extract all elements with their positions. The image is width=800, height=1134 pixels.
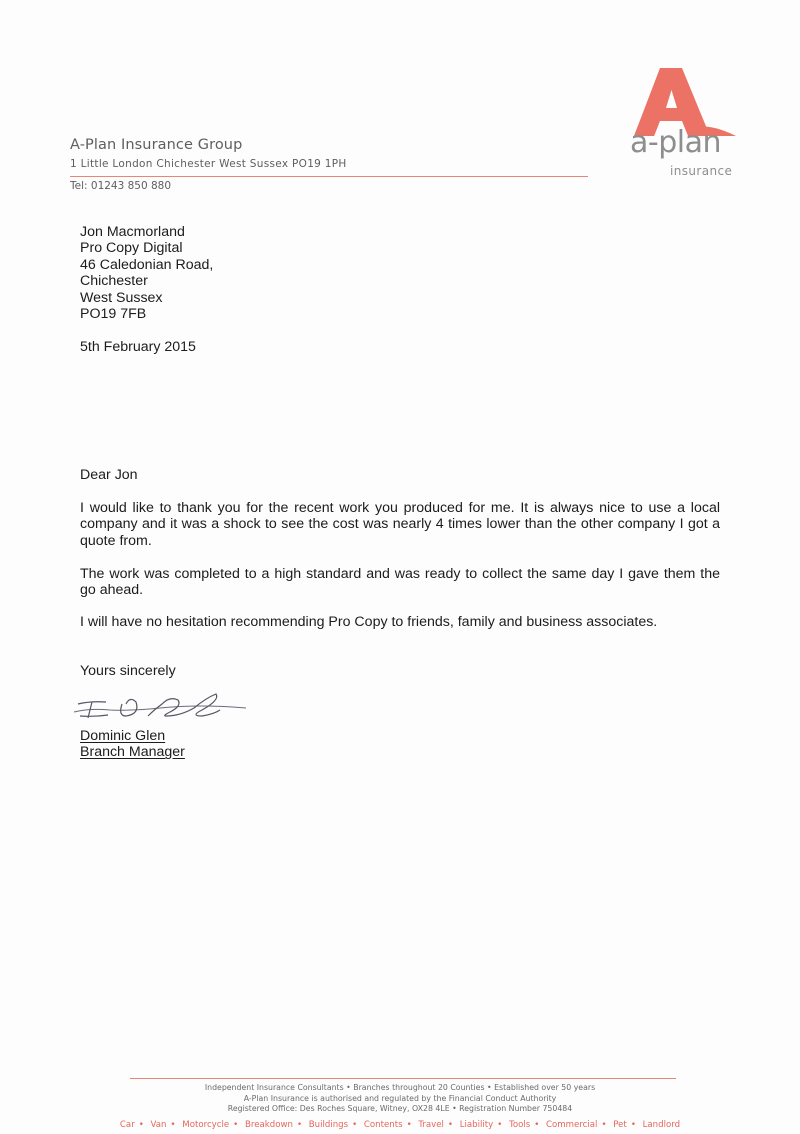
product-tools: Tools <box>509 1120 531 1130</box>
handwritten-signature <box>70 686 250 726</box>
body-paragraph-3: I will have no hesitation recommending Pro Copy to friends, family and business associates. <box>80 614 658 630</box>
separator-dot-icon: • <box>352 1120 358 1130</box>
separator-dot-icon: • <box>447 1120 453 1130</box>
letterhead-telephone: Tel: 01243 850 880 <box>70 180 172 192</box>
signer-block <box>80 728 185 761</box>
recipient-street: 46 Caledonian Road, <box>80 256 214 273</box>
separator-dot-icon: • <box>170 1120 176 1130</box>
body-paragraph-1: I would like to thank you for the recent work you produced for me. It is always nice to use a local company and it was a shock to see the cost was nearly 4 times lower than the other company I got a quote from. <box>80 500 720 549</box>
footer-line-1: Independent Insurance Consultants • Branches throughout 20 Counties • Established over 50 years <box>204 1083 596 1092</box>
footer-products <box>0 1120 800 1130</box>
separator-dot-icon: • <box>406 1120 412 1130</box>
product-landlord: Landlord <box>642 1120 681 1130</box>
footer-line-2: A-Plan Insurance is authorised and regulated by the Financial Conduct Authority <box>243 1093 557 1103</box>
product-liability: Liability <box>459 1120 494 1130</box>
separator-dot-icon: • <box>534 1120 540 1130</box>
salutation: Dear Jon <box>80 467 138 483</box>
separator-dot-icon: • <box>497 1120 503 1130</box>
letterhead-divider <box>70 176 588 177</box>
product-breakdown: Breakdown <box>244 1120 293 1130</box>
product-motorcycle: Motorcycle <box>182 1120 230 1130</box>
recipient-company: Pro Copy Digital <box>80 240 183 257</box>
recipient-postcode: PO19 7FB <box>80 306 147 323</box>
logo-wordmark: a-plan <box>630 125 721 160</box>
letter-date: 5th February 2015 <box>80 339 196 355</box>
product-pet: Pet <box>613 1120 627 1130</box>
footer-line-3: Registered Office: Des Roches Square, Witney, OX28 4LE • Registration Number 750484 <box>227 1104 573 1114</box>
product-travel: Travel <box>418 1120 444 1130</box>
recipient-address <box>80 224 213 322</box>
separator-dot-icon: • <box>630 1120 636 1130</box>
logo-subtitle: insurance <box>670 164 733 178</box>
signer-name: Dominic Glen <box>80 728 166 744</box>
product-commercial: Commercial <box>546 1120 598 1130</box>
product-contents: Contents <box>363 1120 403 1130</box>
letterhead-address: 1 Little London Chichester West Sussex PO19 1PH <box>70 158 347 170</box>
closing: Yours sincerely <box>80 663 176 679</box>
recipient-county: West Sussex <box>80 289 163 306</box>
recipient-city: Chichester <box>80 273 148 290</box>
separator-dot-icon: • <box>233 1120 239 1130</box>
letterhead-company: A-Plan Insurance Group <box>70 137 243 153</box>
footer-legal <box>0 1083 800 1115</box>
body-paragraph-2: The work was completed to a high standard and was ready to collect the same day I gave them the go ahead. <box>80 566 720 599</box>
product-buildings: Buildings <box>308 1120 349 1130</box>
recipient-name: Jon Macmorland <box>80 224 185 240</box>
product-car: Car <box>119 1120 135 1130</box>
product-van: Van <box>150 1120 167 1130</box>
separator-dot-icon: • <box>138 1120 144 1130</box>
separator-dot-icon: • <box>296 1120 303 1130</box>
company-logo <box>626 66 742 182</box>
signer-title: Branch Manager <box>80 744 185 761</box>
separator-dot-icon: • <box>601 1120 607 1130</box>
footer-divider <box>130 1078 676 1079</box>
